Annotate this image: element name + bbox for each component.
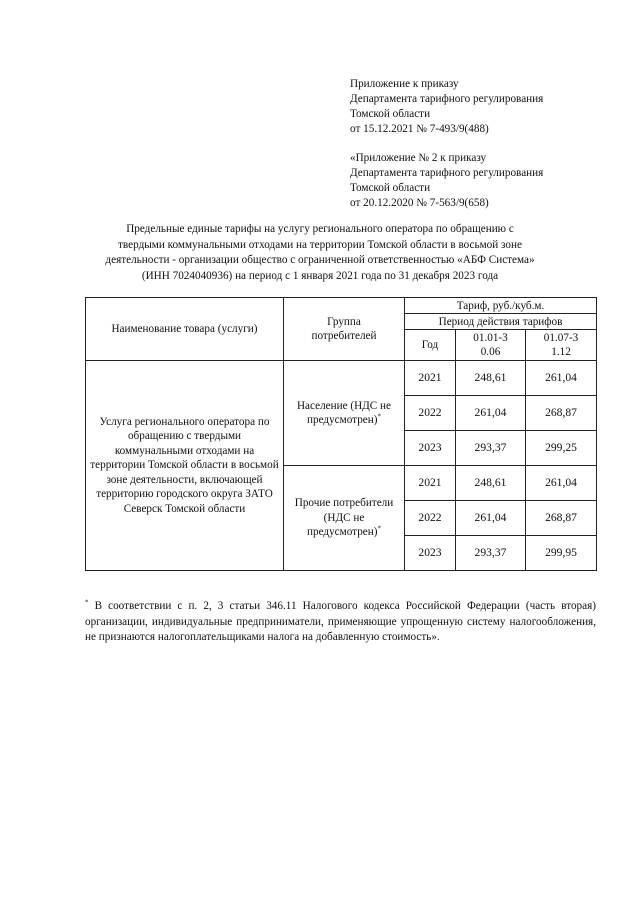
appendix-line: от 20.12.2020 № 7-563/9(658) (350, 197, 489, 209)
service-name: Услуга регионального оператора по обращению с твердыми коммунальными отходами на территории Томской области в восьмой зоне деятельности, включающей территорию городского округа ЗАТО Северск Томской области (90, 415, 279, 515)
tariff-table (85, 297, 597, 571)
footnote-mark: * (85, 598, 89, 607)
header-tariff: Тариф, руб./куб.м. (405, 298, 597, 314)
year-cell: 2022 (405, 396, 456, 431)
tariff-h1-cell: 293,37 (456, 431, 526, 466)
appendix-line: Томской области (350, 108, 431, 120)
footnote-mark: * (377, 412, 381, 421)
consumer-group-cell (284, 361, 405, 466)
year-cell: 2023 (405, 431, 456, 466)
header-half-2-label: 01.07-31.12 (543, 332, 579, 358)
appendix-header-2 (350, 151, 543, 211)
tariff-h2-cell: 261,04 (526, 466, 597, 501)
tariff-h2-cell: 261,04 (526, 361, 597, 396)
title-line: (ИНН 7024040936) на период с 1 января 2021 года по 31 декабря 2023 года (141, 269, 499, 282)
title-line: Предельные единые тарифы на услугу регионального оператора по обращению с (126, 223, 514, 235)
footnote (85, 599, 596, 646)
tariff-h2-cell: 299,95 (526, 536, 597, 571)
header-period: Период действия тарифов (405, 314, 597, 330)
consumer-group-name: Прочие потребители (НДС не предусмотрен) (294, 497, 394, 539)
appendix-line: Департамента тарифного регулирования (350, 167, 544, 179)
appendix-line: Приложение к приказу (350, 78, 459, 90)
header-year: Год (405, 330, 456, 361)
year-cell: 2023 (405, 536, 456, 571)
service-name-cell (86, 361, 284, 571)
tariff-h2-cell: 299,25 (526, 431, 597, 466)
title-line: твердыми коммунальными отходами на территории Томской области в восьмой зоне (118, 238, 522, 251)
title-line: деятельности - организации общество с ограниченной ответственностью «АБФ Система» (105, 254, 535, 266)
appendix-header-1 (350, 77, 543, 137)
appendix-line: Департамента тарифного регулирования (350, 93, 544, 105)
table-row (86, 361, 597, 396)
tariff-h1-cell: 248,61 (456, 361, 526, 396)
year-cell: 2021 (405, 466, 456, 501)
consumer-group-name: Население (НДС не предусмотрен) (296, 399, 392, 426)
footnote-text: В соответствии с п. 2, 3 статьи 346.11 Налогового кодекса Российской Федерации (часть вторая) организации, индивидуальные предприниматели, применяющие упрощенную систему налогообложения, не признаются налогоплательщиками налога на добавленную стоимость». (85, 600, 596, 643)
table-header-row (86, 298, 597, 314)
appendix-line: «Приложение № 2 к приказу (350, 152, 487, 164)
header-half-2 (526, 330, 597, 361)
tariff-h2-cell: 268,87 (526, 501, 597, 536)
consumer-group-cell (284, 466, 405, 571)
document-title (80, 222, 560, 284)
appendix-line: Томской области (350, 182, 431, 194)
tariff-h2-cell: 268,87 (526, 396, 597, 431)
header-group (284, 298, 405, 361)
header-service: Наименование товара (услуги) (86, 298, 284, 361)
tariff-h1-cell: 261,04 (456, 501, 526, 536)
header-half-1 (456, 330, 526, 361)
footnote-mark: * (377, 524, 381, 533)
header-group-label: Группа потребителей (311, 315, 377, 342)
tariff-h1-cell: 248,61 (456, 466, 526, 501)
header-half-1-label: 01.01-30.06 (473, 332, 508, 358)
tariff-h1-cell: 261,04 (456, 396, 526, 431)
year-cell: 2022 (405, 501, 456, 536)
tariff-h1-cell: 293,37 (456, 536, 526, 571)
year-cell: 2021 (405, 361, 456, 396)
appendix-line: от 15.12.2021 № 7-493/9(488) (350, 123, 489, 135)
